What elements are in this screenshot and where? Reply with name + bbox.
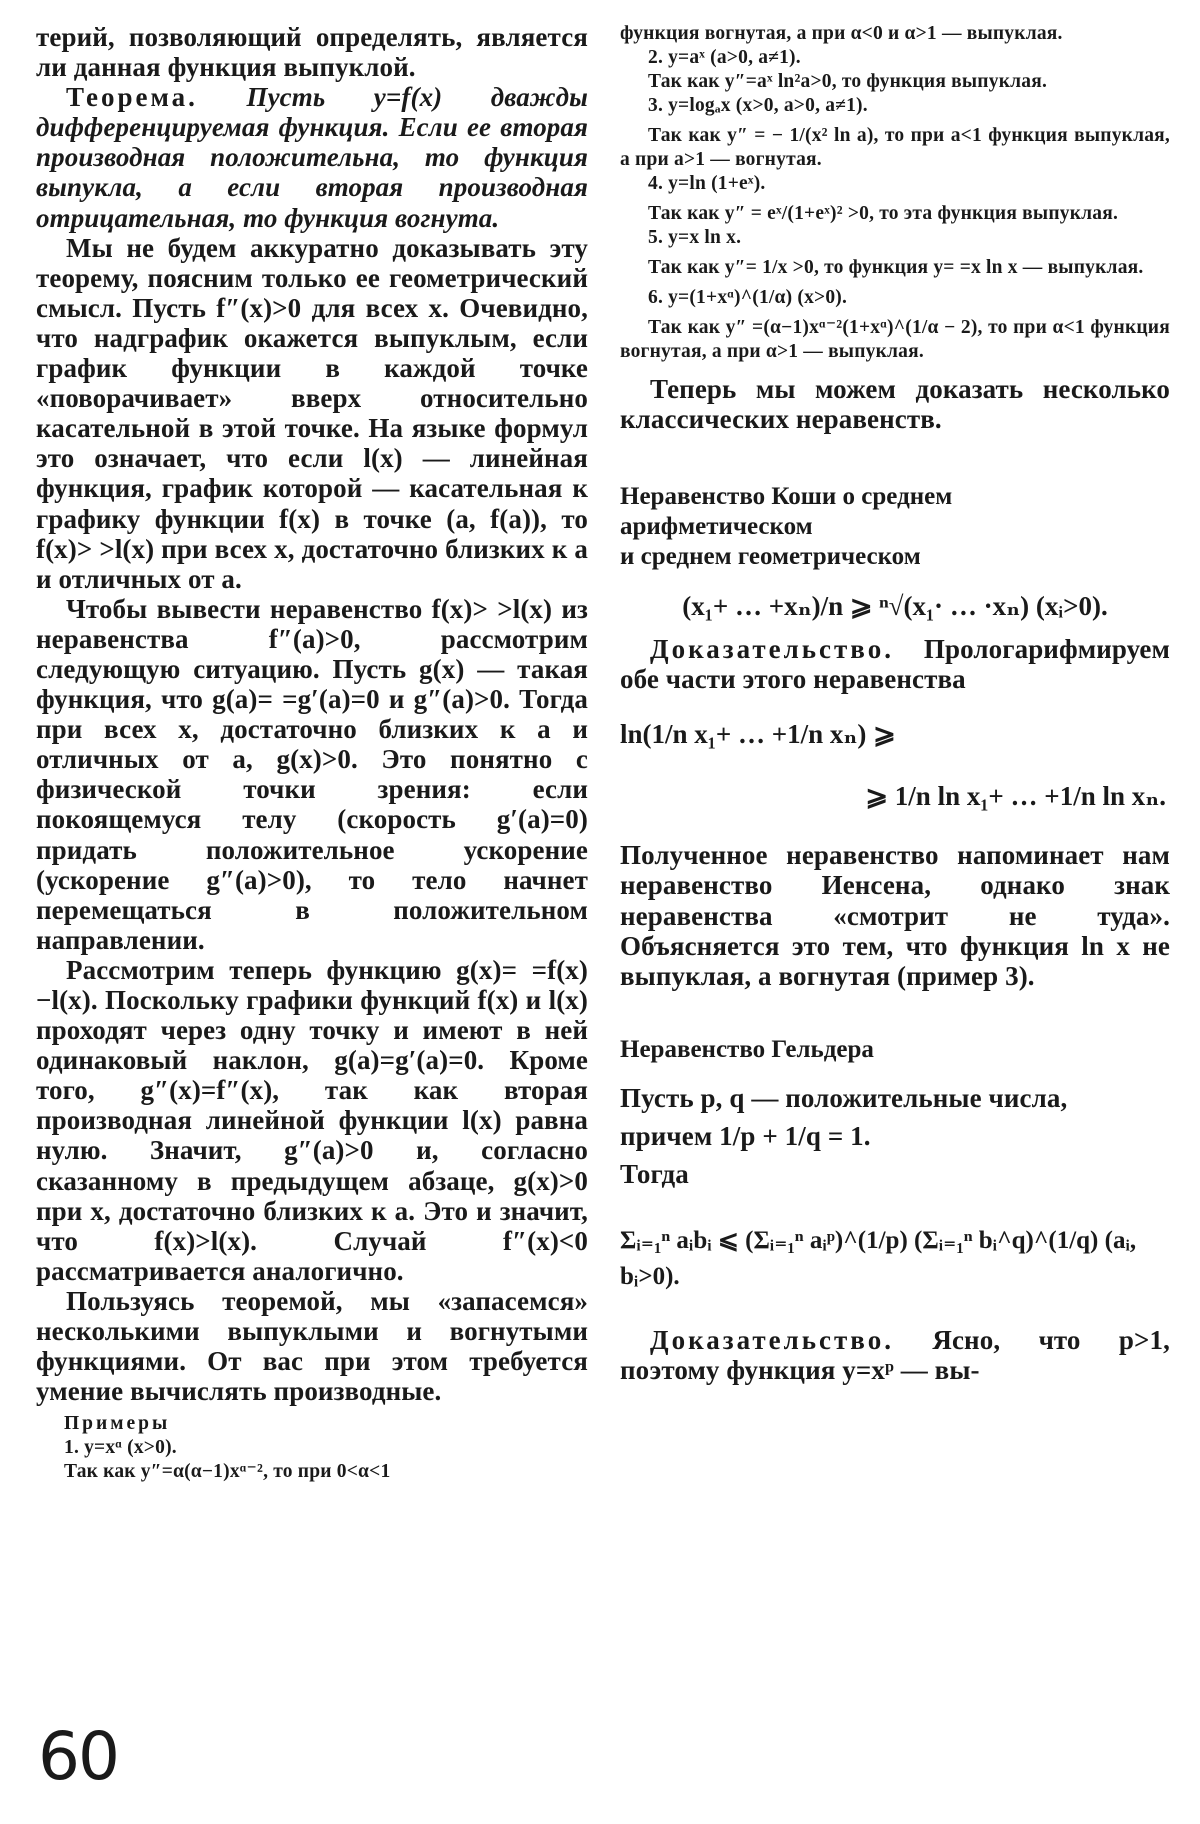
example-1-text: Так как y″=α(α−1)xᵅ⁻², то при 0<α<1 <box>64 1461 391 1483</box>
cauchy-heading-line-1: Неравенство Коши о среднем <box>620 483 953 511</box>
example-5-text: Так как y″= 1/x >0, то функция y= =x ln x — выпуклая. <box>648 257 1144 278</box>
holder-then: Тогда <box>620 1159 689 1190</box>
log-formula-line-1: ln(1/n x₁+ … +1/n xₙ) ⩾ <box>620 719 896 750</box>
holder-heading: Неравенство Гельдера <box>620 1035 874 1063</box>
paragraph-function-g: Рассмотрим теперь функцию g(x)= =f(x)−l(x). Поскольку графики функций f(x) и l(x) проходят через одну точку и имеют в ней одинаковый наклон, g(a)=g′(a)=0. Кроме того, g″(x)=f″(x), так как вторая производная линейной функции l(x) равна нулю. Значит, g″(a)>0 и, согласно сказанному в предыдущем абзаце, g(x)>0 при x, достаточно близких к a. Это и значит, что f(x)>l(x). Случай f″(x)<0 рассматривается аналогично. <box>36 954 588 1286</box>
paragraph-derivation: Чтобы вывести неравенство f(x)> >l(x) из неравенства f″(a)>0, рассмотрим следующую ситуацию. Пусть g(x) — такая функция, что g(a)= =g′(a)=0 и g″(a)>0. Тогда при всех x, достаточно близких к a и отличных от a, g(x)>0. Это понятно с физической точки зрения: если покоящемуся телу (скорость g′(a)=0) придать положительное ускорение (ускорение g″(a)>0), то тело начнет перемещаться в положительном направлении. <box>36 593 588 955</box>
theorem-label: Теорема. <box>66 82 198 113</box>
holder-formula: Σᵢ₌₁ⁿ aᵢbᵢ ⩽ (Σᵢ₌₁ⁿ aᵢᵖ)^(1/p) (Σᵢ₌₁ⁿ bᵢ^q)^(1/q) (aᵢ, bᵢ>0). <box>620 1227 1137 1291</box>
example-1-continuation: функция вогнутая, а при α<0 и α>1 — выпуклая. <box>620 23 1063 44</box>
example-1-title: 1. y=xᵅ (x>0). <box>64 1437 177 1459</box>
proof2-text: Ясно, что p>1, поэтому функция y=xᵖ — вы- <box>620 1325 1170 1386</box>
left-column <box>36 22 588 1484</box>
example-6-text: Так как y″ =(α−1)xᵅ⁻²(1+xᵅ)^(1/α − 2), то при α<1 функция вогнутая, а при α>1 — выпуклая. <box>620 317 1170 362</box>
example-5-title: 5. y=x ln x. <box>648 227 742 248</box>
paragraph-jensen-remark: Полученное неравенство напоминает нам неравенство Иенсена, однако знак неравенства «смотрит не туда». Объясняется это тем, что функция ln x не выпуклая, а вогнутая (пример 3). <box>620 840 1170 991</box>
examples-block <box>36 1412 588 1484</box>
theorem-paragraph <box>36 82 588 232</box>
example-2-title: 2. y=aˣ (a>0, a≠1). <box>648 47 801 68</box>
paragraph-examples-intro: Пользуясь теоремой, мы «запасемся» несколькими выпуклыми и вогнутыми функциями. От вас при этом требуется умение вычислять производные. <box>36 1285 588 1407</box>
cauchy-heading-line-3: и среднем геометрическом <box>620 543 921 571</box>
holder-condition-2: причем 1/p + 1/q = 1. <box>620 1120 871 1151</box>
example-3-title: 3. y=logₐx (x>0, a>0, a≠1). <box>648 95 868 116</box>
cauchy-heading <box>620 482 1170 572</box>
right-column <box>620 22 1170 1385</box>
paragraph-continuation: терий, позволяющий определять, является ли данная функция выпуклой. <box>36 22 588 83</box>
log-formula-line-2: ⩾ 1/n ln x₁+ … +1/n ln xₙ. <box>865 781 1166 812</box>
example-4-title: 4. y=ln (1+eˣ). <box>648 173 766 194</box>
example-3-text: Так как y″ = − 1/(x² ln a), то при a<1 функция выпуклая, а при a>1 — вогнутая. <box>620 125 1170 170</box>
proof2-label: Доказательство. <box>650 1325 894 1356</box>
example-6-title: 6. y=(1+xᵅ)^(1/α) (x>0). <box>648 287 848 308</box>
holder-proof-paragraph <box>620 1325 1170 1385</box>
example-4-text: Так как y″ = eˣ/(1+eˣ)² >0, то эта функция выпуклая. <box>648 203 1119 224</box>
cauchy-proof-paragraph <box>620 634 1170 694</box>
paragraph-geometric-meaning: Мы не будем аккуратно доказывать эту теорему, поясним только ее геометрический смысл. Пусть f″(x)>0 для всех x. Очевидно, что надграфик окажется выпуклым, если график функции в каждой точке «поворачивает» вверх относительно касательной в этой точке. На языке формул это означает, что если l(x) — линейная функция, график которой — касательная к графику функции f(x) в точке (a, f(a)), то f(x)> >l(x) при всех x, достаточно близких к a и отличных от a. <box>36 232 588 594</box>
example-2-text: Так как y″=aˣ ln²a>0, то функция выпуклая. <box>648 71 1048 92</box>
proof-label: Доказательство. <box>650 634 894 665</box>
cauchy-heading-line-2: арифметическом <box>620 513 813 541</box>
page-number: 60 <box>38 1718 118 1795</box>
examples-label: Примеры <box>64 1413 171 1435</box>
paragraph-classic-inequalities: Теперь мы можем доказать несколько классических неравенств. <box>620 374 1170 435</box>
cauchy-formula: (x₁+ … +xₙ)/n ⩾ ⁿ√(x₁· … ·xₙ) (xᵢ>0). <box>682 591 1108 622</box>
holder-condition-1: Пусть p, q — положительные числа, <box>620 1082 1068 1113</box>
proof-text: Прологарифмируем обе части этого неравенства <box>620 634 1170 695</box>
theorem-text: Пусть y=f(x) дважды дифференцируемая функция. Если ее вторая производная положительна, то функция выпукла, а если вторая производная отрицательная, то функция вогнута. <box>36 82 588 233</box>
